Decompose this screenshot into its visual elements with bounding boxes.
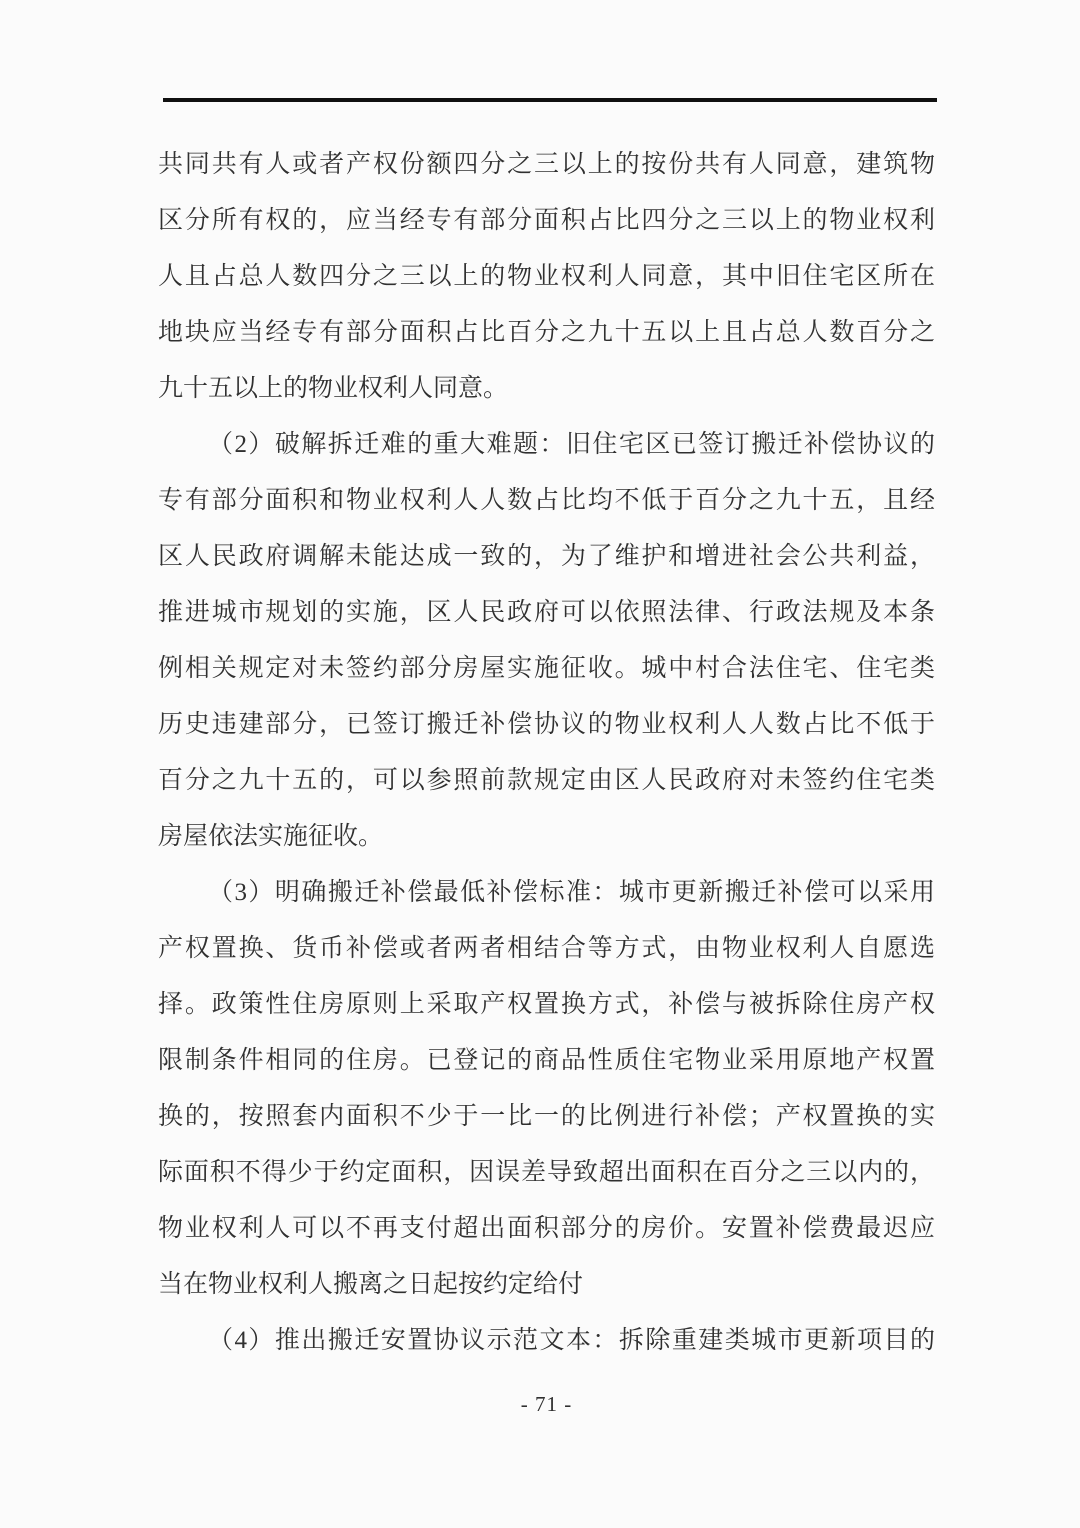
text-line: 换的，按照套内面积不少于一比一的比例进行补偿；产权置换的实 xyxy=(158,1103,935,1130)
text-line: 房屋依法实施征收。 xyxy=(158,823,384,850)
text-line: 九十五以上的物业权利人同意。 xyxy=(158,375,509,402)
text-line: 专有部分面积和物业权利人人数占比均不低于百分之九十五，且经 xyxy=(158,487,935,514)
text-line: 共同共有人或者产权份额四分之三以上的按份共有人同意，建筑物 xyxy=(158,151,935,178)
paragraph xyxy=(158,865,935,1313)
text-line: 区人民政府调解未能达成一致的，为了维护和增进社会公共利益， xyxy=(158,543,935,570)
page-number: - 71 - xyxy=(520,1392,573,1416)
text-line: （4）推出搬迁安置协议示范文本：拆除重建类城市更新项目的 xyxy=(208,1327,935,1354)
text-line: （3）明确搬迁补偿最低补偿标准：城市更新搬迁补偿可以采用 xyxy=(208,879,935,906)
text-line: 物业权利人可以不再支付超出面积部分的房价。安置补偿费最迟应 xyxy=(158,1215,935,1242)
text-line: 地块应当经专有部分面积占比百分之九十五以上且占总人数百分之 xyxy=(158,319,935,346)
text-line: 推进城市规划的实施，区人民政府可以依照法律、行政法规及本条 xyxy=(158,599,935,626)
text-line: 人且占总人数四分之三以上的物业权利人同意，其中旧住宅区所在 xyxy=(158,263,935,290)
text-line: 历史违建部分，已签订搬迁补偿协议的物业权利人人数占比不低于 xyxy=(158,711,935,738)
paragraph xyxy=(158,1313,935,1369)
header-rule xyxy=(163,98,937,102)
text-line: 当在物业权利人搬离之日起按约定给付 xyxy=(158,1271,584,1298)
text-line: 际面积不得少于约定面积，因误差导致超出面积在百分之三以内的， xyxy=(158,1159,935,1186)
page-body-text xyxy=(158,137,935,1369)
text-line: （2）破解拆迁难的重大难题：旧住宅区已签订搬迁补偿协议的 xyxy=(208,431,935,458)
text-line: 区分所有权的，应当经专有部分面积占比四分之三以上的物业权利 xyxy=(158,207,935,234)
paragraph xyxy=(158,417,935,865)
paragraph xyxy=(158,137,935,417)
text-line: 限制条件相同的住房。已登记的商品性质住宅物业采用原地产权置 xyxy=(158,1047,935,1074)
text-line: 产权置换、货币补偿或者两者相结合等方式，由物业权利人自愿选 xyxy=(158,935,935,962)
text-line: 择。政策性住房原则上采取产权置换方式，补偿与被拆除住房产权 xyxy=(158,991,935,1018)
text-line: 例相关规定对未签约部分房屋实施征收。城中村合法住宅、住宅类 xyxy=(158,655,935,682)
text-line: 百分之九十五的，可以参照前款规定由区人民政府对未签约住宅类 xyxy=(158,767,935,794)
